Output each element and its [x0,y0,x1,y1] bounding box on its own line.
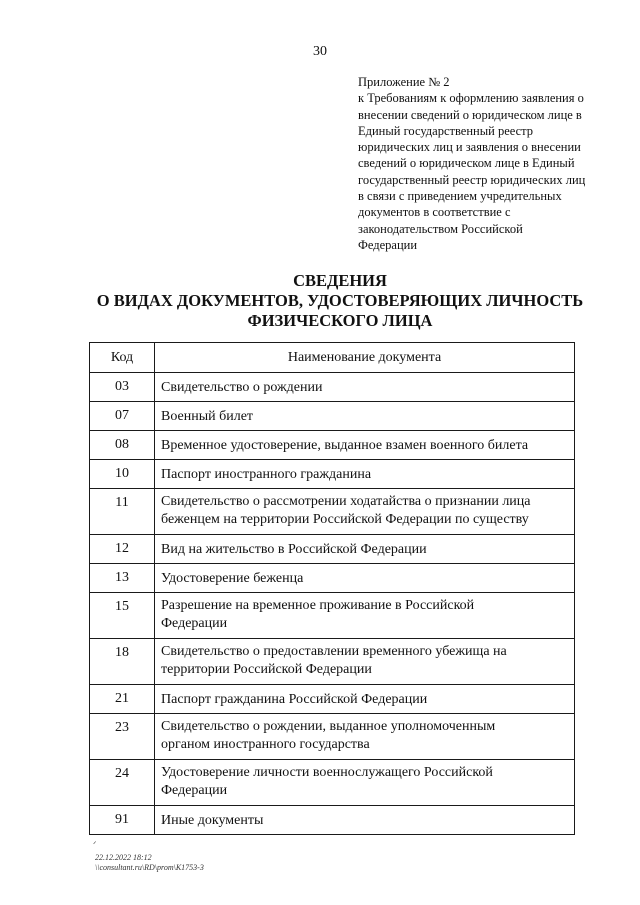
annex-line: Федерации [358,237,418,252]
title-line: О ВИДАХ ДОКУМЕНТОВ, УДОСТОВЕРЯЮЩИХ ЛИЧНОСТЬ [96,291,584,310]
document-title [60,271,620,331]
document-name-line: Свидетельство о рассмотрении ходатайства о признании лица [161,494,531,509]
pen-mark: ᐟ [93,840,97,849]
row-code: 21 [90,685,155,714]
row-code: 24 [90,760,155,806]
table-row [90,564,575,593]
title-line: СВЕДЕНИЯ [293,271,387,290]
annex-line: сведений о юридическом лице в Единый [358,156,575,171]
row-code: 11 [90,489,155,535]
row-document-name [155,431,575,460]
table-row [90,460,575,489]
row-document-name [155,402,575,431]
table-row [90,593,575,639]
annex-line: государственный реестр юридических лиц [358,172,586,187]
annex-line: внесении сведений о юридическом лице в [358,107,582,122]
row-code: 10 [90,460,155,489]
row-code: 91 [90,806,155,835]
page-number: 30 [313,44,327,59]
document-name-line: Паспорт иностранного гражданина [161,467,372,482]
annex-line: документов в соответствие с [358,205,511,220]
row-document-name [155,535,575,564]
row-document-name [155,639,575,685]
table-row [90,714,575,760]
table-row [90,760,575,806]
row-document-name [155,593,575,639]
document-name-line: беженцем на территории Российской Федерации по существу [161,512,529,527]
row-document-name [155,685,575,714]
row-document-name [155,806,575,835]
table-row [90,373,575,402]
document-name-line: Военный билет [161,409,254,424]
document-types-table [89,342,575,835]
row-document-name [155,373,575,402]
document-name-line: Удостоверение беженца [161,571,304,586]
header-code: Код [90,343,155,373]
footer [95,853,204,873]
table-row [90,685,575,714]
row-code: 13 [90,564,155,593]
document-name-line: Удостоверение личности военнослужащего Российской [161,765,493,780]
row-document-name [155,714,575,760]
footer-timestamp: 22.12.2022 18:12 [95,853,152,862]
table-row [90,431,575,460]
document-name-line: Федерации [161,616,228,631]
document-name-line: Федерации [161,783,228,798]
table-row [90,535,575,564]
row-document-name [155,760,575,806]
document-name-line: Свидетельство о рождении [161,380,323,395]
table-row [90,639,575,685]
row-code: 03 [90,373,155,402]
annex-line: в связи с приведением учредительных [358,189,562,204]
document-name-line: Разрешение на временное проживание в Российской [161,598,475,613]
document-name-line: Временное удостоверение, выданное взамен военного билета [161,438,529,453]
document-name-line: территории Российской Федерации [161,662,372,677]
document-name-line: Паспорт гражданина Российской Федерации [161,692,428,707]
document-name-line: Иные документы [161,813,264,828]
annex-line: Приложение № 2 [358,75,450,89]
annex-block [358,74,608,253]
footer-path: \\consultant.ru\RD\prom\K1753-3 [95,863,204,872]
annex-line: законодательством Российской [358,221,523,236]
header-name: Наименование документа [155,343,575,373]
document-name-line: Свидетельство о предоставлении временного убежища на [161,644,507,659]
table-header-row [90,343,575,373]
document-name-line: органом иностранного государства [161,737,370,752]
annex-line: юридических лиц и заявления о внесении [358,140,581,155]
document-name-line: Вид на жительство в Российской Федерации [161,542,427,557]
title-line: ФИЗИЧЕСКОГО ЛИЦА [247,311,433,330]
row-code: 18 [90,639,155,685]
annex-line: к Требованиям к оформлению заявления о [358,91,584,106]
row-code: 23 [90,714,155,760]
row-code: 15 [90,593,155,639]
row-code: 07 [90,402,155,431]
row-code: 12 [90,535,155,564]
table-row [90,489,575,535]
document-name-line: Свидетельство о рождении, выданное уполномоченным [161,719,496,734]
row-document-name [155,564,575,593]
annex-line: Единый государственный реестр [358,123,534,138]
row-document-name [155,460,575,489]
table-row [90,806,575,835]
table-row [90,402,575,431]
row-document-name [155,489,575,535]
row-code: 08 [90,431,155,460]
